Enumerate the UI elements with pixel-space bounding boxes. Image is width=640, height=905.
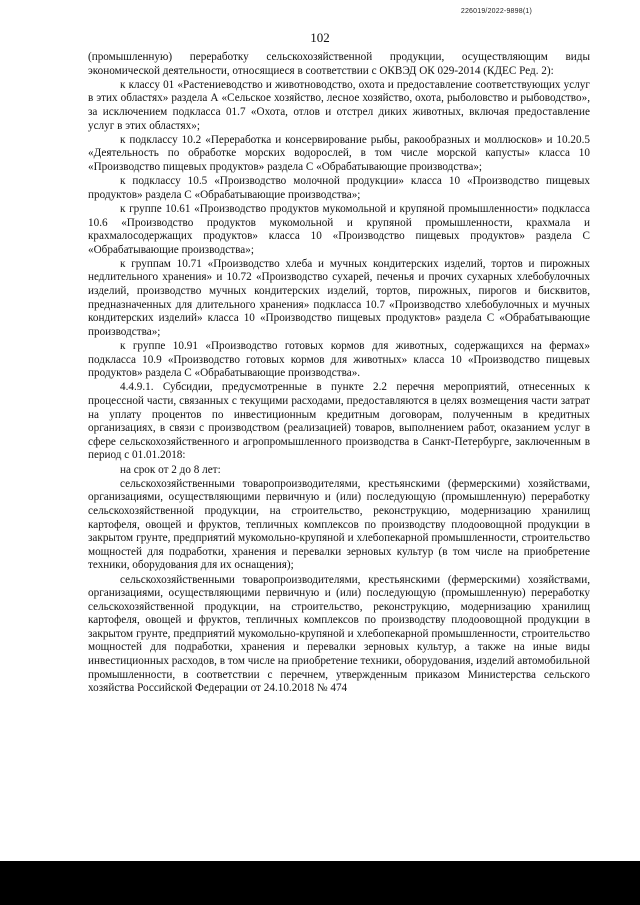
paragraph: к классу 01 «Растениеводство и животноводство, охота и предоставление соответствующих услуг в этих областях» раздела А «Сельское хозяйство, лесное хозяйство, охота, рыболовство и рыбоводство», за исключением подкласса 01.7 «Охота, отлов и отстрел диких животных, включая предоставление услуг в этих областях»; bbox=[88, 78, 590, 132]
paragraph: к подклассу 10.2 «Переработка и консервирование рыбы, ракообразных и моллюсков» и 10.20.5 «Деятельность по обработке морских водорослей, в том числе морской капусты» класса 10 «Производство пищевых продуктов» раздела С «Обрабатывающие производства»; bbox=[88, 133, 590, 173]
paragraph: к группе 10.91 «Производство готовых кормов для животных, содержащихся на фермах» подкласса 10.9 «Производство готовых кормов для животных» класса 10 «Производство пищевых продуктов» раздела С «Обрабатывающие производства». bbox=[88, 340, 590, 380]
paragraph: сельскохозяйственными товаропроизводителями, крестьянскими (фермерскими) хозяйствами, организациями, осуществляющими первичную и (или) последующую (промышленную) переработку сельскохозяйственной продукции, на строительство, реконструкцию, модернизацию хранилищ картофеля, овощей и фруктов, тепличных комплексов по производству плодоовощной продукции в закрытом грунте, предприятий мукомольно-крупяной и хлебопекарной промышленности, строительство мощностей для подработки, хранения и перевалки зерновых культур (в том числе на приобретение техники, оборудования для их оснащения); bbox=[88, 477, 590, 572]
page-number: 102 bbox=[310, 30, 330, 45]
paragraph: (промышленную) переработку сельскохозяйственной продукции, осуществляющим виды экономической деятельности, относящиеся в соответствии с ОКВЭД ОК 029-2014 (КДЕС Ред. 2): bbox=[88, 51, 590, 77]
document-body bbox=[88, 51, 590, 696]
paragraph: к подклассу 10.5 «Производство молочной продукции» класса 10 «Производство пищевых продуктов» раздела С «Обрабатывающие производства»; bbox=[88, 175, 590, 201]
paragraph: на срок от 2 до 8 лет: bbox=[120, 463, 221, 476]
paragraph: к группе 10.61 «Производство продуктов мукомольной и крупяной промышленности» подкласса 10.6 «Производство продуктов мукомольной и крупяной промышленности, крахмала и крахмалосодержащих продуктов» класса 10 «Производство пищевых продуктов» раздела С «Обрабатывающие производства»; bbox=[88, 202, 590, 256]
paragraph: 4.4.9.1. Субсидии, предусмотренные в пункте 2.2 перечня мероприятий, отнесенных к процессной части, связанных с текущими расходами, предоставляются в целях возмещения части затрат на уплату процентов по инвестиционным кредитным договорам, полученным в кредитных организациях, в связи с производством (реализацией) товаров, выполнением работ, оказанием услуг в сфере сельскохозяйственного и агропромышленного производства в Санкт-Петербурге, заключенным в период с 01.01.2018: bbox=[88, 381, 590, 462]
paragraph: сельскохозяйственными товаропроизводителями, крестьянскими (фермерскими) хозяйствами, организациями, осуществляющими первичную и (или) последующую (промышленную) переработку сельскохозяйственной продукции, на строительство, реконструкцию, модернизацию хранилищ картофеля, овощей и фруктов, тепличных комплексов по производству плодоовощной продукции в закрытом грунте, предприятий мукомольно-крупяной и хлебопекарной промышленности, строительство мощностей для подработки, хранения и перевалки зерновых культур, а также на иные виды инвестиционных расходов, в том числе на приобретение техники, оборудования, изделий автомобильной промышленности, в соответствии с перечнем, утвержденным приказом Министерства сельского хозяйства Российской Федерации от 24.10.2018 № 474 bbox=[88, 573, 590, 695]
scan-bottom-band bbox=[0, 861, 640, 905]
paragraph: к группам 10.71 «Производство хлеба и мучных кондитерских изделий, тортов и пирожных недлительного хранения» и 10.72 «Производство сухарей, печенья и прочих сухарных хлебобулочных изделий, производство мучных кондитерских изделий, тортов, пирожных, пирогов и бисквитов, предназначенных для длительного хранения» подкласса 10.7 «Производство хлебобулочных и мучных кондитерских изделий» класса 10 «Производство пищевых продуктов» раздела С «Обрабатывающие производства»; bbox=[88, 257, 590, 338]
document-number: 226019/2022-9898(1) bbox=[460, 8, 532, 15]
